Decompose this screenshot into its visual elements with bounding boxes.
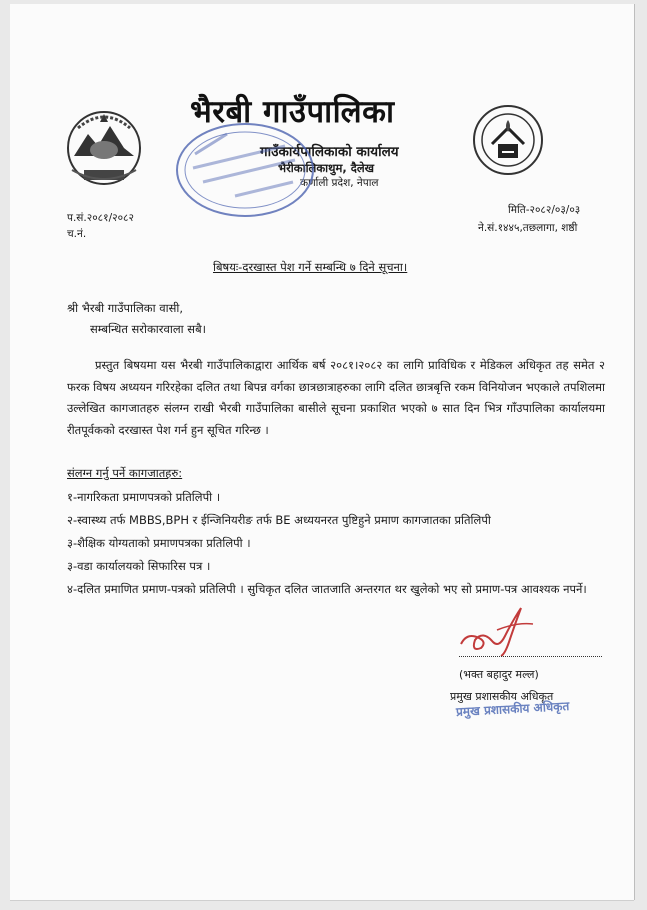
list-item: २-स्वास्थ्य तर्फ MBBS,BPH र ईन्जिनियरीङ तर्फ BE अध्ययनरत पुष्टिहुने प्रमाण कागजातका प्रतिलिपी xyxy=(67,513,491,527)
letter-page xyxy=(10,4,634,900)
letter-date: मिति-२०८२/०३/०३ xyxy=(508,204,581,216)
recipient-line-1: श्री भैरबी गाउँपालिका वासी, xyxy=(67,301,184,315)
office-name: गाउँकार्यपालिकाको कार्यालय xyxy=(260,144,399,160)
municipality-logo-icon xyxy=(472,104,544,176)
nepal-government-emblem-icon xyxy=(58,104,150,190)
letter-body: प्रस्तुत बिषयमा यस भैरबी गाउँपालिकाद्वारा आर्थिक बर्ष २०८१।२०८२ का लागि प्राविधिक र मेडिकल अधिकृत तह समेत २ फरक विषय अध्ययन गरिरहेका दलित तथा बिपन्न वर्गका छात्रछात्राहरुका लागि दलित छात्रबृत्ति रकम विनियोजन भएकाले तपशिलमा उल्लेखित कागजातहरु संलग्न राखी भैरबी गाउँपालिका बासीले सूचना प्रकाशित भएको ७ सात दिन भित्र गाँउपालिका कार्यालयमा रीतपूर्वकको दरखास्त पेश गर्न हुन सूचित गरिन्छ । xyxy=(67,358,605,437)
attachments-heading: संलग्न गर्नु पर्ने कागजातहरु: xyxy=(67,466,183,480)
signatory-title: प्रमुख प्रशासकीय अधिकृत xyxy=(450,690,554,703)
signature-line xyxy=(459,656,602,657)
municipality-title: भैरबी गाउँपालिका xyxy=(190,94,395,130)
list-item: १-नागरिकता प्रमाणपत्रको प्रतिलिपी । xyxy=(67,490,221,504)
attachments-list xyxy=(67,486,612,601)
office-location: भैरीकालिकाथुम, दैलेख xyxy=(278,161,375,175)
list-item: ३-शैक्षिक योग्यताको प्रमाणपत्रका प्रतिलिपी । xyxy=(67,536,251,550)
list-item: ४-दलित प्रमाणित प्रमाण-पत्रको प्रतिलिपी । सुचिकृत दलित जातजाति अन्तरगत थर खुलेको भए सो प्रमाण-पत्र आवश्यक नपर्ने। xyxy=(67,582,587,596)
recipient-line-2: सम्बन्धित सरोकारवाला सबै। xyxy=(90,322,206,336)
letter-subject: बिषयः-दरखास्त पेश गर्ने सम्बन्धि ७ दिने सूचना। xyxy=(213,260,408,274)
signature-icon xyxy=(457,602,537,658)
signatory-name: (भक्त बहादुर मल्ल) xyxy=(459,668,539,681)
office-stamp-icon xyxy=(175,120,330,220)
dispatch-number: च.नं. xyxy=(67,228,87,240)
reference-number: प.सं.२०८१/२०८२ xyxy=(67,212,134,224)
list-item: ३-वडा कार्यालयको सिफारिस पत्र । xyxy=(67,559,211,573)
province-country: कर्णाली प्रदेश, नेपाल xyxy=(300,177,379,189)
designation-stamp: प्रमुख प्रशासकीय अधिकृत xyxy=(455,699,570,719)
nepal-sambat-date: ने.सं.१४४५,तछलागा, शष्ठी xyxy=(478,222,578,234)
